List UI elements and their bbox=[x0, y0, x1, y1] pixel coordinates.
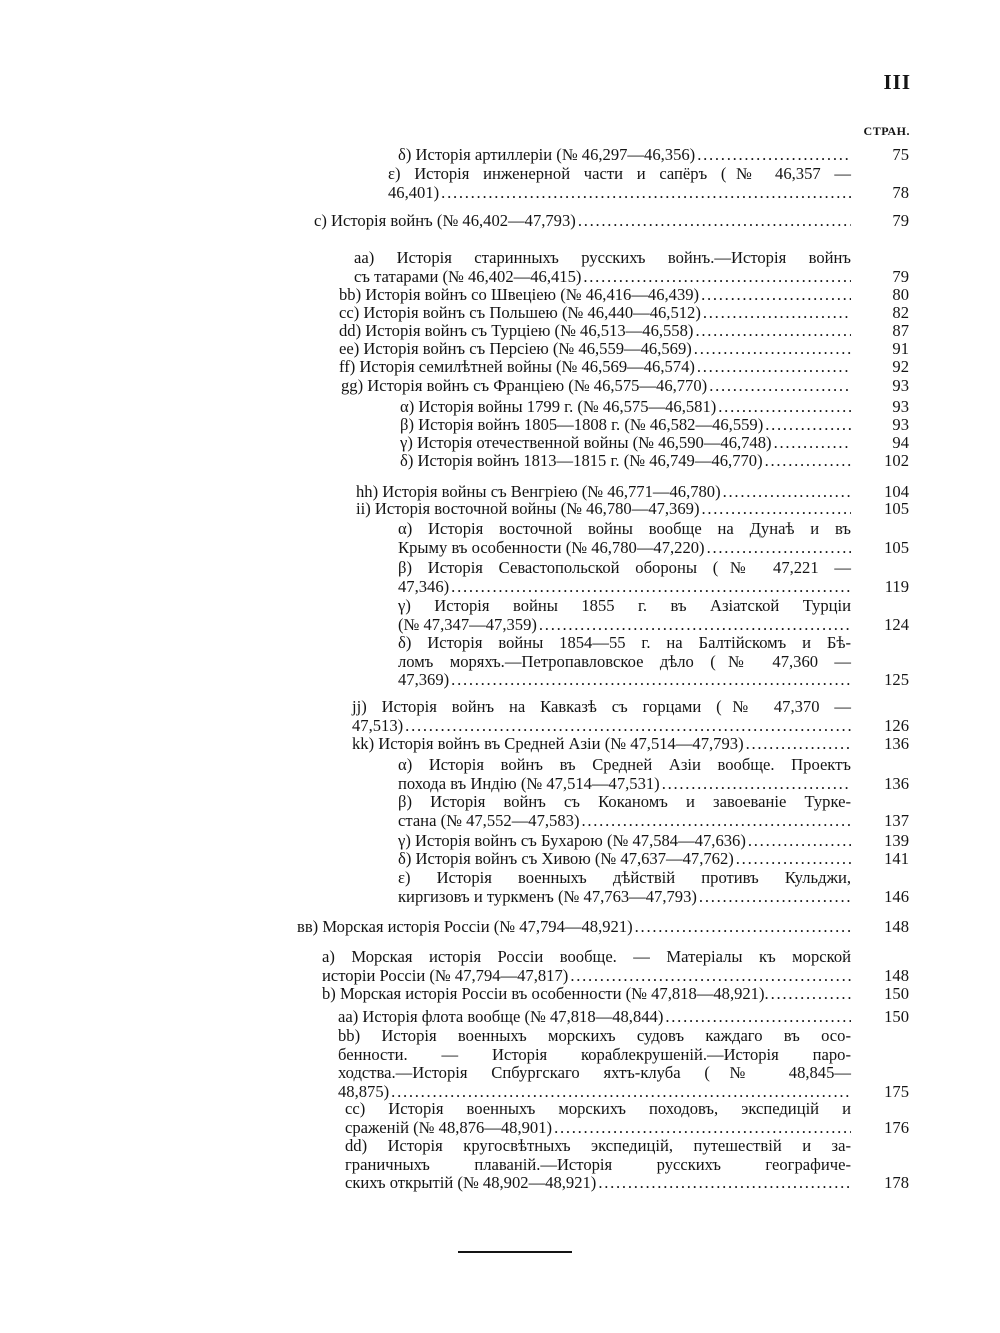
toc-entry bbox=[400, 416, 909, 435]
dot-leader bbox=[699, 888, 851, 907]
toc-line bbox=[314, 212, 909, 231]
toc-entry-text: γ) Исторія отечественной войны (№ 46,590—46,748) bbox=[400, 433, 772, 452]
dot-leader bbox=[554, 1119, 851, 1138]
toc-page-number: 102 bbox=[884, 451, 909, 470]
toc-entry bbox=[398, 832, 909, 851]
toc-entry bbox=[400, 398, 909, 417]
toc-entry-text: cc) Исторія военныхъ морскихъ походовъ, экспедицій и bbox=[345, 1099, 851, 1118]
toc-line bbox=[354, 249, 909, 268]
toc-entry bbox=[398, 850, 909, 869]
dot-leader bbox=[707, 539, 851, 558]
toc-entry-text: bb) Исторія войнъ со Швеціею (№ 46,416—46,439) bbox=[339, 285, 700, 304]
dot-leader bbox=[701, 500, 851, 519]
dot-leader bbox=[441, 184, 851, 203]
toc-line bbox=[345, 1156, 909, 1175]
dot-leader bbox=[697, 358, 851, 377]
toc-entry bbox=[352, 735, 909, 754]
toc-line bbox=[398, 146, 909, 165]
toc-line bbox=[339, 358, 909, 377]
toc-entry bbox=[322, 948, 909, 985]
page-number: III bbox=[883, 70, 911, 94]
toc-line bbox=[341, 377, 909, 396]
toc-entry-text: bb) Исторія военныхъ морскихъ судовъ каждаго въ осо- bbox=[338, 1026, 851, 1045]
toc-entry-text: 48,875) bbox=[338, 1081, 390, 1101]
toc-line bbox=[352, 717, 909, 736]
dot-leader bbox=[765, 416, 851, 435]
toc-line bbox=[398, 812, 909, 831]
toc-entry-text: δ) Исторія войны 1854—55 г. на Балтійскомъ и Бѣ- bbox=[398, 633, 851, 652]
toc-page-number: 125 bbox=[884, 670, 909, 689]
toc-line bbox=[345, 1174, 909, 1193]
toc-line bbox=[338, 1008, 909, 1027]
toc-entry bbox=[388, 165, 909, 202]
toc-entry-text: a) Морская исторія Россіи вообще. — Матеріалы къ морской bbox=[322, 947, 851, 966]
toc-entry-text: съ татарами (№ 46,402—46,415) bbox=[354, 266, 582, 286]
toc-page-number: 93 bbox=[892, 397, 909, 416]
toc-entry-text: β) Исторія войнъ 1805—1808 г. (№ 46,582—46,559) bbox=[400, 415, 764, 434]
toc-page-number: 178 bbox=[884, 1173, 909, 1192]
dot-leader bbox=[581, 812, 851, 831]
toc-page-number: 139 bbox=[884, 831, 909, 850]
toc-page-number: 93 bbox=[892, 415, 909, 434]
toc-entry-text: ff) Исторія семилѣтней войны (№ 46,569—46,574) bbox=[339, 357, 695, 376]
toc-entry-text: b) Морская исторія Россіи въ особенности (№ 47,818—48,921). bbox=[322, 984, 769, 1003]
toc-entry bbox=[398, 634, 909, 690]
toc-entry-text: 47,346) bbox=[398, 576, 450, 596]
toc-page-number: 105 bbox=[884, 499, 909, 518]
toc-entry-text: исторіи Россіи (№ 47,794—47,817) bbox=[322, 965, 569, 985]
toc-line bbox=[388, 184, 909, 203]
toc-entry bbox=[339, 322, 909, 341]
toc-entry-text: стана (№ 47,552—47,583) bbox=[398, 810, 580, 830]
toc-entry-text: δ) Исторія войнъ 1813—1815 г. (№ 46,749—46,770) bbox=[400, 451, 763, 470]
toc-entry bbox=[338, 1027, 909, 1101]
dot-leader bbox=[771, 985, 851, 1004]
toc-line bbox=[398, 520, 909, 539]
toc-line bbox=[398, 869, 909, 888]
toc-line bbox=[345, 1137, 909, 1156]
toc-page-number: 82 bbox=[892, 303, 909, 322]
toc-entry bbox=[314, 212, 909, 231]
toc-page-number: 148 bbox=[884, 965, 909, 985]
toc-page-number: 92 bbox=[892, 357, 909, 376]
dot-leader bbox=[709, 377, 851, 396]
bottom-rule bbox=[458, 1251, 572, 1253]
toc-page-number: 78 bbox=[892, 182, 909, 202]
toc-line bbox=[398, 597, 909, 616]
toc-entry-text: α) Исторія войнъ въ Средней Азіи вообще. Проектъ bbox=[398, 755, 851, 774]
dot-leader bbox=[718, 398, 851, 417]
toc-page-number: 148 bbox=[884, 917, 909, 936]
toc-entry-text: γ) Исторія войнъ съ Бухарою (№ 47,584—47,636) bbox=[398, 831, 746, 850]
toc-entry-text: β) Исторія Севастопольской обороны (№ 47,221 — bbox=[398, 558, 851, 577]
toc-line bbox=[398, 616, 909, 635]
toc-line bbox=[322, 948, 909, 967]
toc-line bbox=[338, 1046, 909, 1065]
toc-line bbox=[354, 268, 909, 287]
dot-leader bbox=[570, 967, 851, 986]
toc-page-number: 175 bbox=[884, 1081, 909, 1101]
toc-entry-text: cc) Исторія войнъ съ Польшею (№ 46,440—46,512) bbox=[339, 303, 701, 322]
dot-leader bbox=[405, 717, 851, 736]
toc-entry-text: ε) Исторія инженерной части и сапёръ (№ 46,357 — bbox=[388, 164, 851, 183]
toc-entry-text: скихъ открытій (№ 48,902—48,921) bbox=[345, 1173, 597, 1192]
toc-entry-text: (№ 47,347—47,359) bbox=[398, 614, 537, 634]
toc-page-number: 146 bbox=[884, 886, 909, 906]
toc-page-number: 150 bbox=[884, 1007, 909, 1026]
toc-page-number: 126 bbox=[884, 715, 909, 735]
toc-line bbox=[398, 832, 909, 851]
toc-line bbox=[352, 735, 909, 754]
dot-leader bbox=[451, 578, 851, 597]
toc-entry-text: γ) Исторія войны 1855 г. въ Азіатской Турціи bbox=[398, 596, 851, 615]
toc-line bbox=[339, 286, 909, 305]
toc-line bbox=[297, 918, 909, 937]
toc-entry-text: δ) Исторія артиллеріи (№ 46,297—46,356) bbox=[398, 145, 696, 164]
toc-line bbox=[398, 578, 909, 597]
toc-line bbox=[322, 985, 909, 1004]
dot-leader bbox=[746, 735, 851, 754]
toc-line bbox=[339, 340, 909, 359]
toc-line bbox=[398, 756, 909, 775]
dot-leader bbox=[723, 483, 851, 502]
toc-line bbox=[322, 967, 909, 986]
toc-entry-text: сраженій (№ 48,876—48,901) bbox=[345, 1117, 553, 1137]
dot-leader bbox=[697, 146, 851, 165]
toc-entry-text: 47,513) bbox=[352, 715, 404, 735]
dot-leader bbox=[703, 304, 851, 323]
toc-line bbox=[398, 850, 909, 869]
toc-entry-text: c) Исторія войнъ (№ 46,402—47,793) bbox=[314, 211, 576, 230]
toc-entry-text: ii) Исторія восточной войны (№ 46,780—47,369) bbox=[356, 499, 700, 518]
toc-entry-text: aa) Исторія старинныхъ русскихъ войнъ.—Исторія войнъ bbox=[354, 248, 851, 267]
dot-leader bbox=[748, 832, 851, 851]
toc-entry-text: киргизовъ и туркменъ (№ 47,763—47,793) bbox=[398, 886, 697, 906]
toc-entry-text: бенности. — Исторія кораблекрушеній.—Исторія паро- bbox=[338, 1044, 851, 1064]
toc-line bbox=[398, 634, 909, 653]
toc-entry-text: ε) Исторія военныхъ дѣйствій противъ Кульджи, bbox=[398, 868, 851, 887]
dot-leader bbox=[694, 340, 851, 359]
toc-entry bbox=[398, 869, 909, 906]
toc-line bbox=[398, 775, 909, 794]
toc-page-number: 150 bbox=[884, 984, 909, 1003]
toc-line bbox=[345, 1119, 909, 1138]
toc-entry bbox=[398, 146, 909, 165]
toc-entry bbox=[398, 597, 909, 634]
toc-entry-text: kk) Исторія войнъ въ Средней Азіи (№ 47,514—47,793) bbox=[352, 734, 744, 753]
toc-line bbox=[339, 304, 909, 323]
toc-entry bbox=[400, 452, 909, 471]
toc-entry-text: α) Исторія восточной войны вообще на Дунаѣ и въ bbox=[398, 519, 851, 538]
toc-entry-text: похода въ Индію (№ 47,514—47,531) bbox=[398, 773, 660, 793]
toc-entry-text: ломъ моряхъ.—Петропавловское дѣло (№ 47,360 — bbox=[398, 651, 851, 671]
toc-entry-text: dd) Исторія кругосвѣтныхъ экспедицій, путешествій и за- bbox=[345, 1136, 851, 1155]
toc-entry-text: ee) Исторія войнъ съ Персіею (№ 46,559—46,569) bbox=[339, 339, 692, 358]
toc-entry bbox=[297, 918, 909, 937]
toc-page-number: 80 bbox=[892, 285, 909, 304]
toc-entry bbox=[339, 304, 909, 323]
dot-leader bbox=[665, 1008, 851, 1027]
toc-line bbox=[400, 398, 909, 417]
toc-line bbox=[388, 165, 909, 184]
toc-entry-text: ходства.—Исторія Спбургскаго яхтъ-клуба (№ 48,845— bbox=[338, 1063, 851, 1082]
toc-entry bbox=[339, 358, 909, 377]
toc-entry-text: dd) Исторія войнъ съ Турціею (№ 46,513—46,558) bbox=[339, 321, 694, 340]
toc-entry bbox=[338, 1008, 909, 1027]
toc-entry-text: 46,401) bbox=[388, 182, 440, 202]
toc-page-number: 94 bbox=[892, 433, 909, 452]
toc-entry-text: hh) Исторія войны съ Венгріею (№ 46,771—46,780) bbox=[356, 482, 721, 501]
toc-line bbox=[398, 888, 909, 907]
toc-page-number: 136 bbox=[884, 734, 909, 753]
toc-entry-text: α) Исторія войны 1799 г. (№ 46,575—46,581) bbox=[400, 397, 717, 416]
toc-entry bbox=[345, 1137, 909, 1193]
toc-line bbox=[400, 434, 909, 453]
toc-page-number: 176 bbox=[884, 1117, 909, 1137]
toc-entry-text: граничныхъ плаваній.—Исторія русскихъ географиче- bbox=[345, 1154, 851, 1174]
toc-entry bbox=[354, 249, 909, 286]
toc-entry bbox=[400, 434, 909, 453]
dot-leader bbox=[451, 671, 851, 690]
dot-leader bbox=[774, 434, 851, 453]
toc-entry bbox=[398, 559, 909, 596]
toc-entry-text: gg) Исторія войнъ съ Франціею (№ 46,575—46,770) bbox=[341, 376, 708, 395]
toc-line bbox=[352, 698, 909, 717]
dot-leader bbox=[736, 850, 851, 869]
toc-entry bbox=[339, 340, 909, 359]
toc-page-number: 105 bbox=[884, 537, 909, 557]
toc-page-number: 136 bbox=[884, 773, 909, 793]
dot-leader bbox=[765, 452, 851, 471]
toc-line bbox=[339, 322, 909, 341]
toc-page-number: 79 bbox=[892, 211, 909, 230]
toc-entry bbox=[352, 698, 909, 735]
toc-entry bbox=[322, 985, 909, 1004]
toc-entry-text: 47,369) bbox=[398, 670, 450, 689]
dot-leader bbox=[635, 918, 851, 937]
toc-entry bbox=[341, 377, 909, 396]
toc-line bbox=[345, 1100, 909, 1119]
page-column-heading: СТРАН. bbox=[863, 124, 910, 138]
toc-entry-text: Крыму въ особенности (№ 46,780—47,220) bbox=[398, 537, 705, 557]
toc-line bbox=[398, 539, 909, 558]
dot-leader bbox=[695, 322, 851, 341]
toc-entry bbox=[398, 520, 909, 557]
toc-entry-text: δ) Исторія войнъ съ Хивою (№ 47,637—47,762) bbox=[398, 849, 734, 868]
dot-leader bbox=[578, 212, 851, 231]
toc-page-number: 93 bbox=[892, 376, 909, 395]
toc-page-number: 91 bbox=[892, 339, 909, 358]
toc-entry bbox=[345, 1100, 909, 1137]
toc-page-number: 79 bbox=[892, 266, 909, 286]
toc-line bbox=[338, 1027, 909, 1046]
toc-line bbox=[400, 416, 909, 435]
toc-line bbox=[356, 500, 909, 519]
toc-page-number: 137 bbox=[884, 810, 909, 830]
toc-entry-text: jj) Исторія войнъ на Кавказѣ съ горцами (№ 47,370 — bbox=[352, 697, 851, 716]
toc-entry bbox=[398, 756, 909, 793]
toc-page-number: 119 bbox=[884, 576, 909, 596]
dot-leader bbox=[583, 268, 851, 287]
toc-page-number: 124 bbox=[884, 614, 909, 634]
toc-line bbox=[398, 653, 909, 672]
toc-page-number: 87 bbox=[892, 321, 909, 340]
toc-entry-text: вв) Морская исторія Россіи (№ 47,794—48,921) bbox=[297, 917, 633, 936]
toc-entry-text: β) Исторія войнъ съ Коканомъ и завоеваніе Турке- bbox=[398, 792, 851, 811]
toc-line bbox=[398, 671, 909, 690]
toc-entry bbox=[398, 793, 909, 830]
toc-page-number: 141 bbox=[884, 849, 909, 868]
dot-leader bbox=[662, 775, 851, 794]
dot-leader bbox=[701, 286, 851, 305]
toc-page-number: 104 bbox=[884, 482, 909, 501]
toc-entry bbox=[339, 286, 909, 305]
toc-line bbox=[398, 559, 909, 578]
toc-line bbox=[338, 1064, 909, 1083]
toc-line bbox=[400, 452, 909, 471]
dot-leader bbox=[598, 1174, 851, 1193]
toc-page-number: 75 bbox=[892, 145, 909, 164]
toc-entry bbox=[356, 500, 909, 519]
dot-leader bbox=[539, 616, 851, 635]
toc-line bbox=[398, 793, 909, 812]
toc-entry-text: aa) Исторія флота вообще (№ 47,818—48,844) bbox=[338, 1007, 664, 1026]
